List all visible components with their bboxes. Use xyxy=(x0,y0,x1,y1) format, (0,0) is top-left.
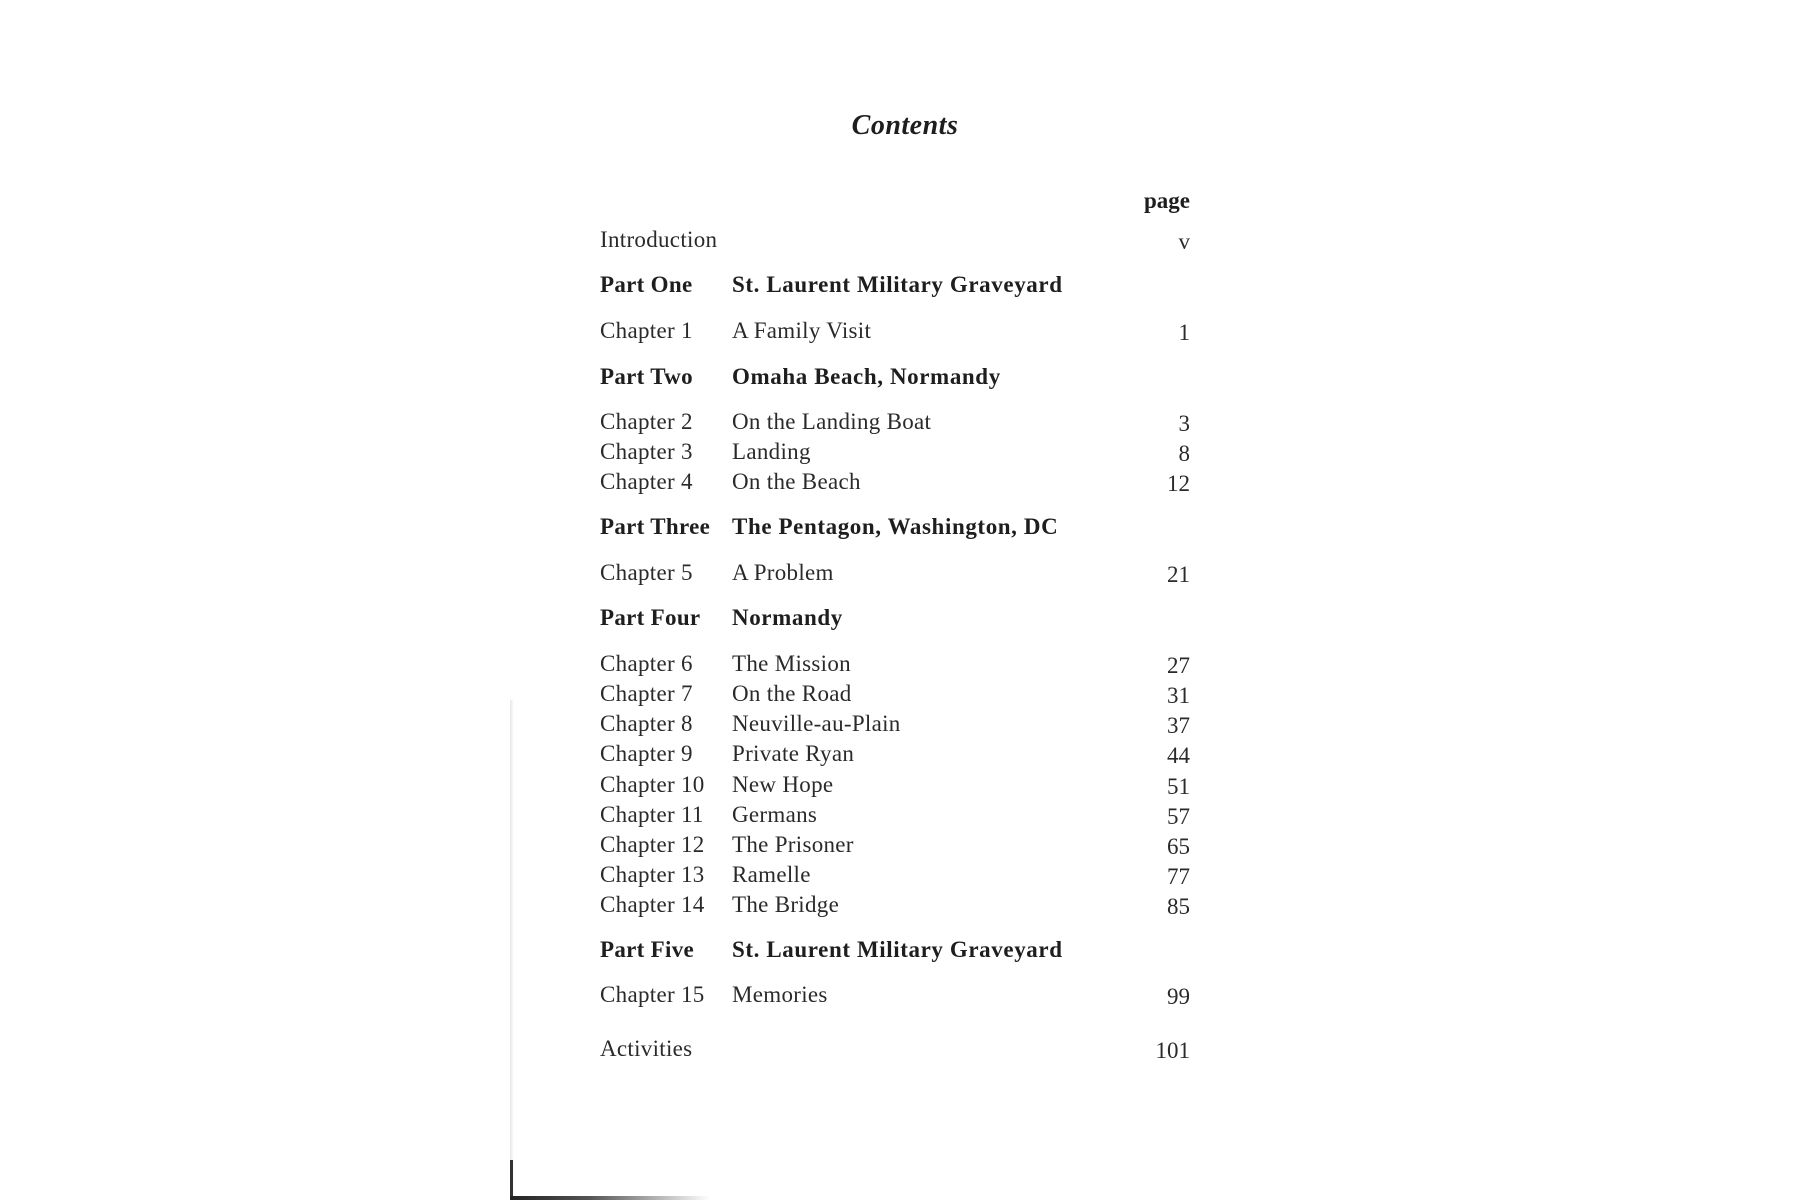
toc-chapter-entry[interactable] xyxy=(600,559,1190,587)
chapter-label: Chapter 7 xyxy=(600,681,693,706)
part-title: St. Laurent Military Graveyard xyxy=(732,272,1063,297)
chapter-label: Chapter 6 xyxy=(600,651,693,676)
toc-chapter-entry[interactable] xyxy=(600,680,1190,708)
chapter-label: Chapter 4 xyxy=(600,469,693,494)
part-title: The Pentagon, Washington, DC xyxy=(732,514,1059,539)
toc-part-heading[interactable] xyxy=(600,363,1190,391)
part-label: Part Two xyxy=(600,364,693,389)
chapter-page: 37 xyxy=(1167,713,1190,738)
part-label: Part One xyxy=(600,272,693,297)
chapter-title: A Family Visit xyxy=(732,318,872,343)
chapter-label: Chapter 9 xyxy=(600,741,693,766)
chapter-title: Neuville-au-Plain xyxy=(732,711,901,736)
chapter-label: Chapter 5 xyxy=(600,560,693,585)
chapter-page: 27 xyxy=(1167,653,1190,678)
chapter-page: 31 xyxy=(1167,683,1190,708)
toc-chapter-entry[interactable] xyxy=(600,801,1190,829)
part-title: Omaha Beach, Normandy xyxy=(732,364,1001,389)
chapter-title: Ramelle xyxy=(732,862,811,887)
chapter-page: 77 xyxy=(1167,864,1190,889)
chapter-page: 21 xyxy=(1167,562,1190,587)
toc-part-heading[interactable] xyxy=(600,513,1190,541)
chapter-label: Chapter 13 xyxy=(600,862,705,887)
chapter-label: Chapter 8 xyxy=(600,711,693,736)
chapter-title: Landing xyxy=(732,439,811,464)
chapter-label: Chapter 2 xyxy=(600,409,693,434)
chapter-page: 12 xyxy=(1167,471,1190,496)
chapter-page: 57 xyxy=(1167,804,1190,829)
toc-chapter-entry[interactable] xyxy=(600,891,1190,919)
chapter-page: 3 xyxy=(1178,411,1190,436)
part-title: St. Laurent Military Graveyard xyxy=(732,937,1063,962)
chapter-title: The Bridge xyxy=(732,892,840,917)
entry-page: v xyxy=(1178,229,1190,254)
toc-chapter-entry[interactable] xyxy=(600,438,1190,466)
chapter-label: Chapter 3 xyxy=(600,439,693,464)
chapter-label: Chapter 10 xyxy=(600,772,705,797)
toc-chapter-entry[interactable] xyxy=(600,468,1190,496)
toc-part-heading[interactable] xyxy=(600,271,1190,299)
chapter-title: On the Beach xyxy=(732,469,861,494)
toc-entry-activities[interactable] xyxy=(600,1035,1190,1063)
chapter-page: 85 xyxy=(1167,894,1190,919)
chapter-page: 44 xyxy=(1167,743,1190,768)
toc-chapter-entry[interactable] xyxy=(600,740,1190,768)
chapter-title: A Problem xyxy=(732,560,834,585)
toc-entry-introduction[interactable] xyxy=(600,226,1190,254)
toc-chapter-entry[interactable] xyxy=(600,981,1190,1009)
toc-chapter-entry[interactable] xyxy=(600,861,1190,889)
toc-chapter-entry[interactable] xyxy=(600,408,1190,436)
chapter-title: On the Road xyxy=(732,681,852,706)
chapter-page: 8 xyxy=(1178,441,1190,466)
toc-chapter-entry[interactable] xyxy=(600,771,1190,799)
chapter-label: Chapter 12 xyxy=(600,832,705,857)
entry-label: Activities xyxy=(600,1036,693,1061)
contents-title: Contents xyxy=(851,110,959,141)
chapter-title: New Hope xyxy=(732,772,834,797)
toc-chapter-entry[interactable] xyxy=(600,317,1190,345)
chapter-page: 99 xyxy=(1167,984,1190,1009)
toc-part-heading[interactable] xyxy=(600,936,1190,964)
part-label: Part Three xyxy=(600,514,711,539)
chapter-label: Chapter 14 xyxy=(600,892,705,917)
chapter-title: The Prisoner xyxy=(732,832,854,857)
page-column-header: page xyxy=(1144,188,1190,213)
chapter-label: Chapter 15 xyxy=(600,982,705,1007)
entry-label: Introduction xyxy=(600,227,718,252)
part-label: Part Five xyxy=(600,937,695,962)
toc-part-heading[interactable] xyxy=(600,604,1190,632)
chapter-page: 65 xyxy=(1167,834,1190,859)
chapter-label: Chapter 11 xyxy=(600,802,704,827)
chapter-label: Chapter 1 xyxy=(600,318,693,343)
chapter-page: 51 xyxy=(1167,774,1190,799)
toc-chapter-entry[interactable] xyxy=(600,710,1190,738)
chapter-title: Germans xyxy=(732,802,818,827)
part-title: Normandy xyxy=(732,605,843,630)
toc-chapter-entry[interactable] xyxy=(600,650,1190,678)
chapter-title: On the Landing Boat xyxy=(732,409,932,434)
chapter-title: Private Ryan xyxy=(732,741,855,766)
chapter-title: Memories xyxy=(732,982,828,1007)
entry-page: 101 xyxy=(1155,1038,1190,1063)
chapter-page: 1 xyxy=(1178,320,1190,345)
part-label: Part Four xyxy=(600,605,701,630)
toc-chapter-entry[interactable] xyxy=(600,831,1190,859)
chapter-title: The Mission xyxy=(732,651,851,676)
